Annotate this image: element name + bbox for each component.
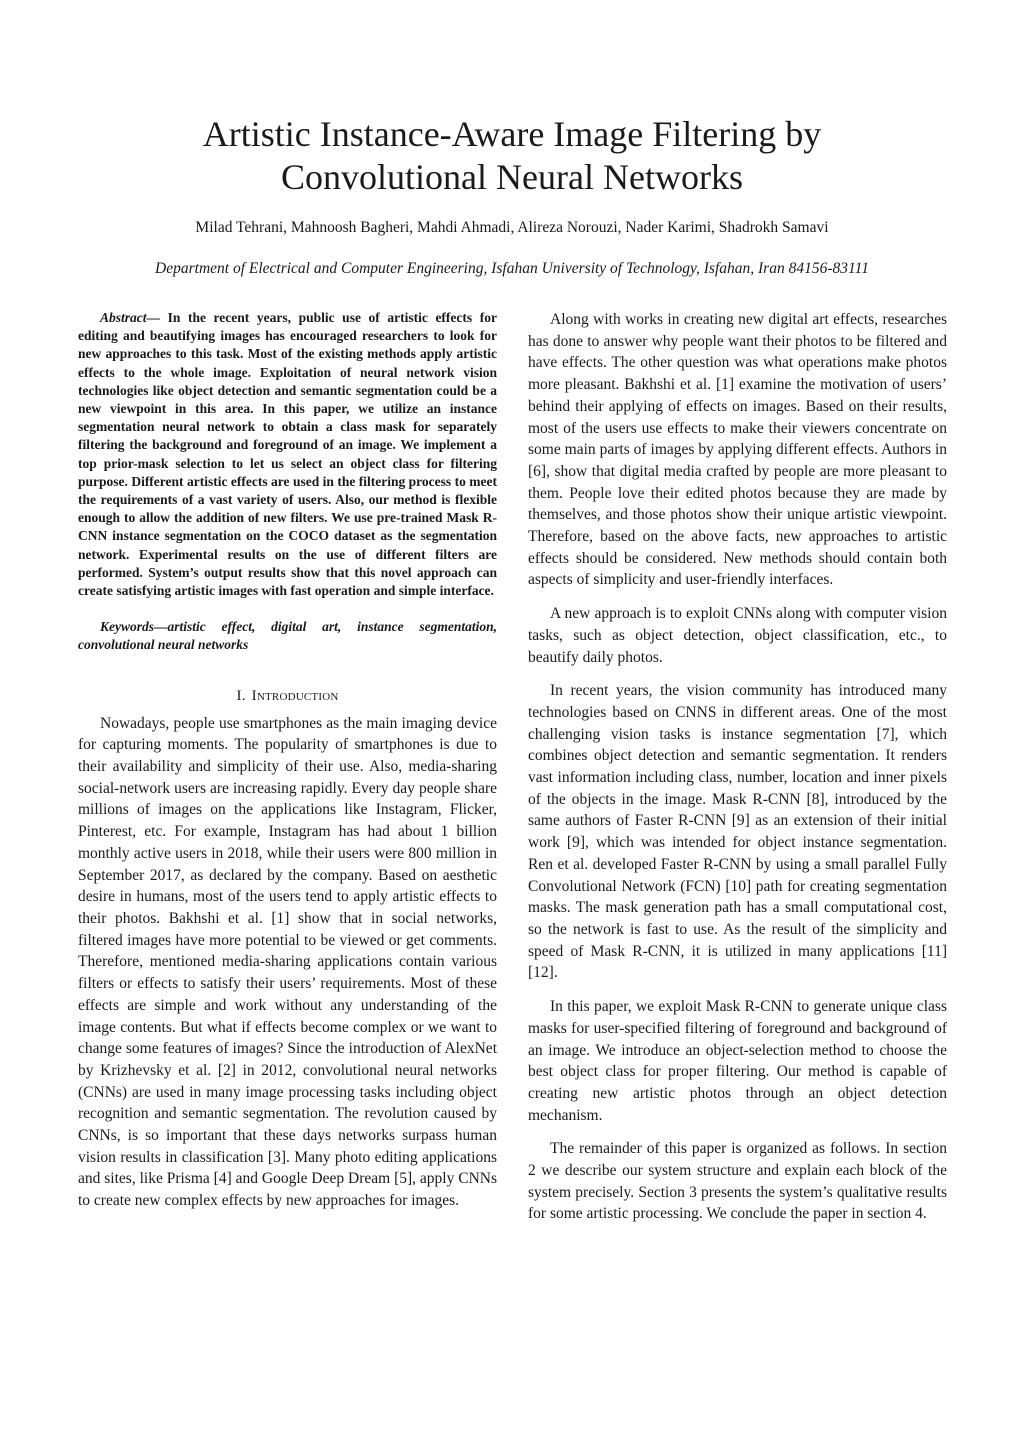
abstract <box>78 309 497 600</box>
paragraph-new-approach: A new approach is to exploit CNNs along with computer vision tasks, such as object detection, object classification, etc., to beautify daily photos. <box>528 605 947 666</box>
section-number: I. <box>236 687 246 704</box>
abstract-text: — In the recent years, public use of artistic effects for editing and beautifying images has encouraged researchers to look for new approaches to this task. Most of the existing methods apply artistic effects to the whole image. Exploitation of neural network vision technologies like object detection and semantic segmentation could be a new viewpoint in this area. In this paper, we utilize an instance segmentation neural network to obtain a class mask for separately filtering the background and foreground of an image. We implement a top prior-mask selection to let us select an object class for filtering purpose. Different artistic effects are used in the filtering process to meet the requirements of a vast variety of users. Also, our method is flexible enough to allow the addition of new filters. We use pre-trained Mask R-CNN instance segmentation on the COCO dataset as the segmentation network. Experimental results on the use of different filters are performed. System’s output results show that this novel approach can create satisfying artistic images with fast operation and simple interface. <box>78 310 497 599</box>
author-list: Milad Tehrani, Mahnoosh Bagheri, Mahdi Ahmadi, Alireza Norouzi, Nader Karimi, Shadrokh Samavi <box>195 219 829 236</box>
intro-paragraph: Nowadays, people use smartphones as the main imaging device for capturing moments. The popularity of smartphones is due to their availability and simplicity of their use. Also, media-sharing social-network users are increasing rapidly. Every day people share millions of images on the applications like Instagram, Flicker, Pinterest, etc. For example, Instagram has had about 1 billion monthly active users in 2018, while their users were 800 million in September 2017, as declared by the company. Based on aesthetic desire in humans, most of the users tend to apply artistic effects to their photos. Bakhshi et al. [1] show that in social networks, filtered images have more potential to be viewed or get comments. Therefore, mentioned media-sharing applications contain various filters or effects to satisfy their users’ requirements. Most of these effects are simple and work without any understanding of the image contents. But what if effects become complex or we want to change some features of images? Since the introduction of AlexNet by Krizhevsky et al. [2] in 2012, convolutional neural networks (CNNs) are used in many image processing tasks including object recognition and semantic segmentation. The revolution caused by CNNs, is so important that these days networks surpass human vision results in classification [3]. Many photo editing applications and sites, like Prisma [4] and Google Deep Dream [5], apply CNNs to create new complex effects by new approaches for images. <box>78 714 497 1210</box>
paragraph-motivation: Along with works in creating new digital art effects, researches has done to answer why people want their photos to be filtered and have effects. The other question was what operations make photos more pleasant. Bakhshi et al. [1] examine the motivation of users’ behind their applying of effects on images. Based on their results, most of the users use effects to make their viewers concentrate on some main parts of images by applying different effects. Authors in [6], show that digital media crafted by people are more pleasant to them. People love their edited photos because they are made by themselves, and those photos show their unique artistic viewpoint. Therefore, based on the above facts, new approaches to artistic effects should be considered. New methods should contain both aspects of simplicity and user-friendly interfaces. <box>528 311 947 589</box>
paragraph-instance-segmentation: In recent years, the vision community has introduced many technologies based on CNNS in different areas. One of the most challenging vision tasks is instance segmentation [7], which combines object detection and semantic segmentation. It renders vast information including class, number, location and inner pixels of the objects in the image. Mask R-CNN [8], introduced by the same authors of Faster R-CNN [9] as an extension of their initial work [9], which was intended for object instance segmentation. Ren et al. developed Faster R-CNN by using a small parallel Fully Convolutional Network (FCN) [10] path for creating segmentation masks. The mask generation path has a small computational cost, so the network is fast to use. As the result of the simplicity and speed of Mask R-CNN, it is utilized in many applications [11] [12]. <box>528 682 947 982</box>
section-title: Introduction <box>251 687 339 704</box>
affiliation: Department of Electrical and Computer Engineering, Isfahan University of Technology, Isfahan, Iran 84156-83111 <box>155 260 869 277</box>
paper-title: Artistic Instance-Aware Image Filtering by Convolutional Neural Networks <box>202 114 822 197</box>
paragraph-contribution: In this paper, we exploit Mask R-CNN to generate unique class masks for user-specified filtering of foreground and background of an image. We introduce an object-selection method to choose the best object class for proper filtering. Our method is capable of creating new artistic photos through an object detection mechanism. <box>528 998 947 1124</box>
keywords: Keywords—artistic effect, digital art, instance segmentation, convolutional neural networks <box>78 619 497 653</box>
right-column <box>528 309 947 1225</box>
left-column <box>78 309 497 1212</box>
paragraph-organization: The remainder of this paper is organized as follows. In section 2 we describe our system structure and explain each block of the system precisely. Section 3 presents the system’s qualitative results for some artistic processing. We conclude the paper in section 4. <box>528 1140 947 1223</box>
abstract-label: Abstract <box>100 310 147 325</box>
section-heading-introduction <box>78 688 497 705</box>
